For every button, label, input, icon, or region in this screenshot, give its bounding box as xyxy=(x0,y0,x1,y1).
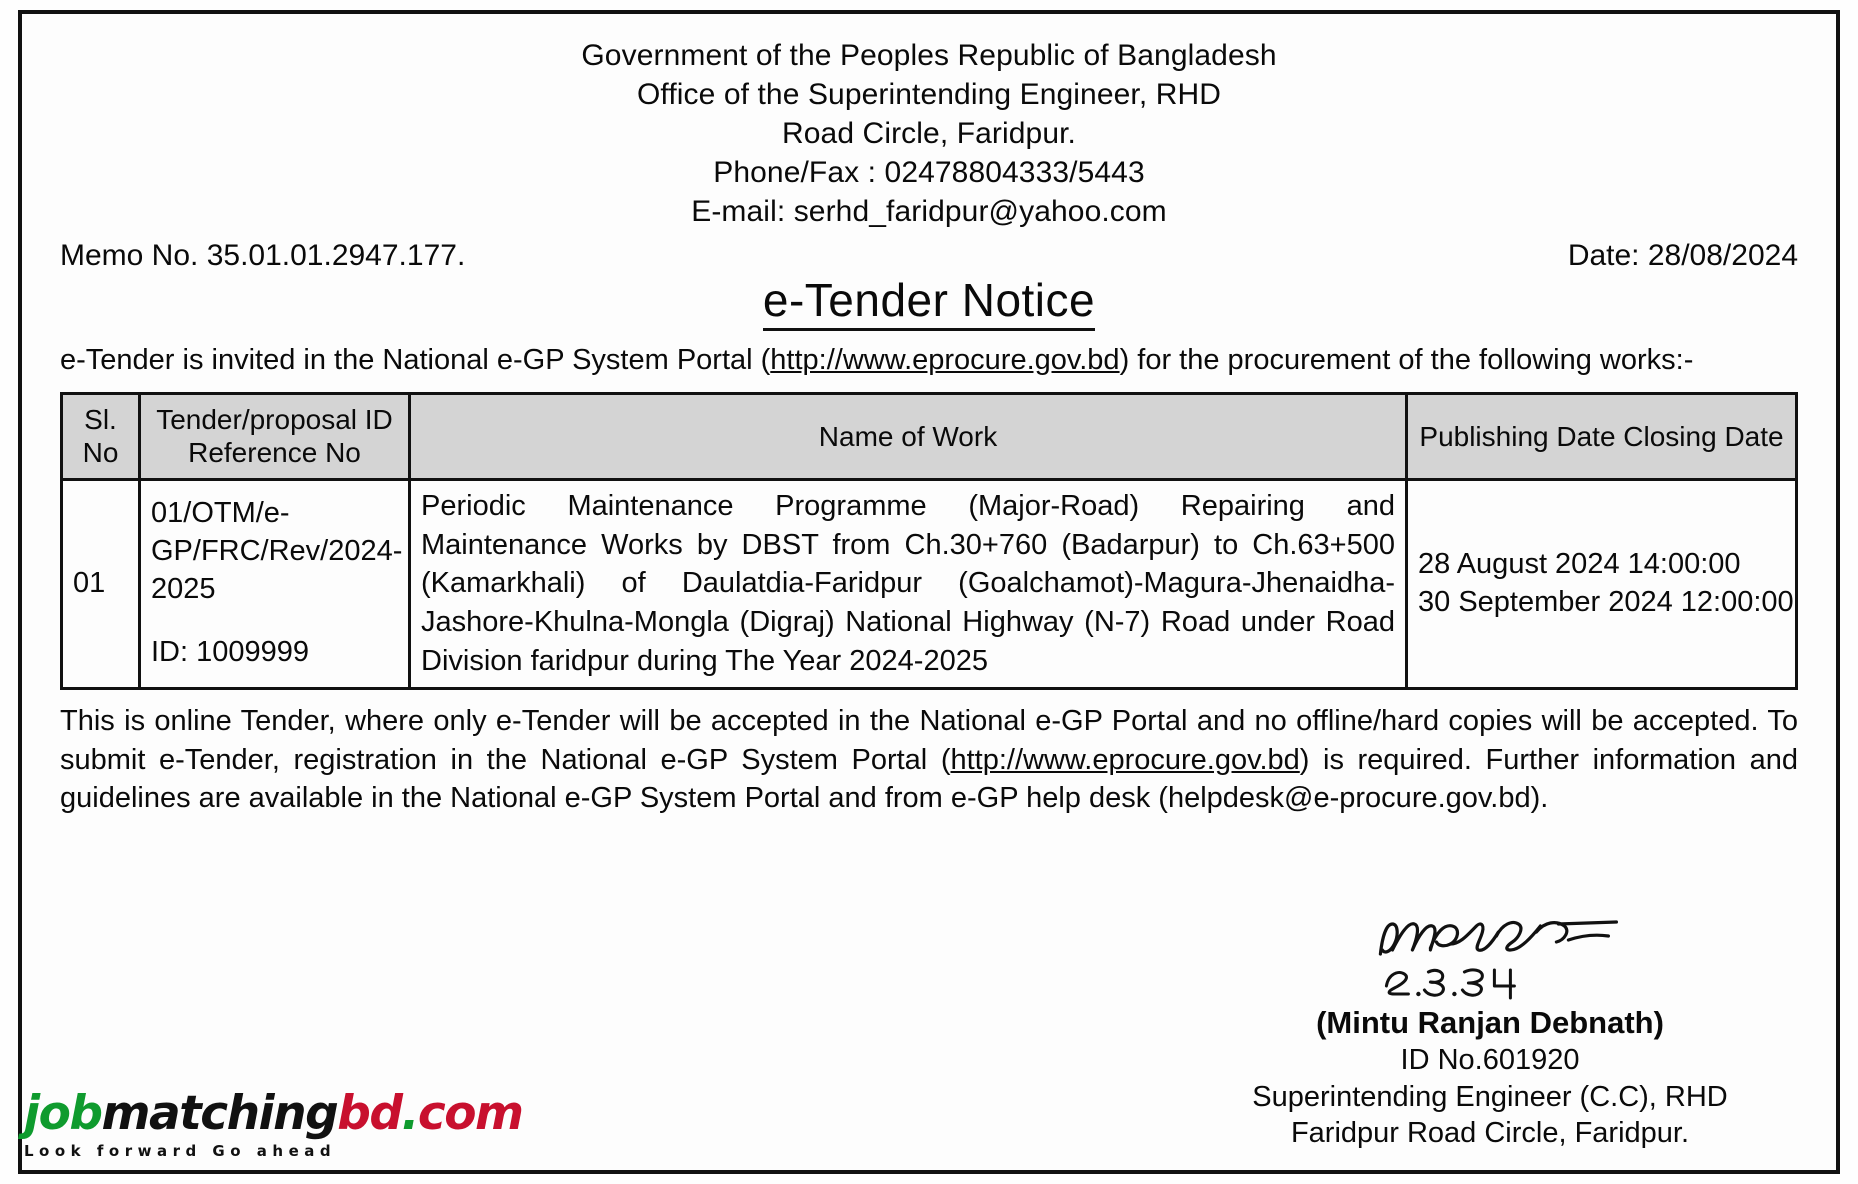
notes-paragraph xyxy=(60,702,1798,818)
site-logo-wordmark xyxy=(24,1086,523,1141)
intro-paragraph xyxy=(60,341,1798,380)
table-row xyxy=(62,479,1797,688)
cell-reference-no xyxy=(140,479,410,688)
logo-part-matching: matching xyxy=(101,1086,338,1141)
intro-text-before: e-Tender is invited in the National e-GP System Portal ( xyxy=(60,343,771,376)
logo-part-dot: . xyxy=(401,1086,418,1141)
column-header-dates: Publishing Date Closing Date xyxy=(1407,393,1797,479)
eprocure-portal-link[interactable]: http://www.eprocure.gov.bd xyxy=(770,343,1120,376)
column-header-sl-line2: No xyxy=(82,437,119,469)
signatory-id: ID No.601920 xyxy=(1400,1044,1580,1077)
tender-id-text: ID: 1009999 xyxy=(151,636,310,669)
signature-block xyxy=(1190,910,1790,1152)
notice-body xyxy=(22,14,1836,1170)
page-title: e-Tender Notice xyxy=(763,275,1095,331)
notes-text-part2: ) is required. Further information and guidelines are available in the National e-GP System Portal and from e-GP help desk (helpdesk@e-procure.gov.bd). xyxy=(60,743,1798,815)
logo-part-job: job xyxy=(24,1086,102,1141)
site-logo-tagline: Look forward Go ahead xyxy=(24,1142,337,1160)
logo-part-bd: bd xyxy=(337,1086,402,1141)
letterhead-email: E-mail: serhd_faridpur@yahoo.com xyxy=(691,195,1167,228)
signatory-office: Faridpur Road Circle, Faridpur. xyxy=(1290,1117,1690,1150)
column-header-reference-no xyxy=(140,393,410,479)
memo-row xyxy=(52,239,1806,281)
closing-date: 30 September 2024 12:00:00 xyxy=(1418,585,1794,618)
site-logo xyxy=(24,1086,523,1160)
cell-name-of-work: Periodic Maintenance Programme (Major-Road) Repairing and Maintenance Works by DBST from Ch.30+760 (Badarpur) to Ch.63+500 (Kamarkhali) of Daulatdia-Faridpur (Goalchamot)-Magura-Jhenaidha-Jashore-Khulna-Mongla (Digraj) National Highway (N-7) Road under Road Division faridpur during The Year 2024-2025 xyxy=(410,479,1407,688)
signatory-designation: Superintending Engineer (C.C), RHD xyxy=(1252,1080,1728,1113)
letterhead xyxy=(52,36,1806,231)
column-header-name-of-work: Name of Work xyxy=(410,393,1407,479)
letterhead-phone: Phone/Fax : 02478804333/5443 xyxy=(713,156,1145,189)
cell-dates xyxy=(1407,479,1797,688)
tender-table xyxy=(60,392,1798,690)
memo-number: Memo No. 35.01.01.2947.177. xyxy=(60,239,466,272)
reference-no-text: 01/OTM/e-GP/FRC/Rev/2024-2025 xyxy=(151,497,403,605)
table-header-row xyxy=(62,393,1797,479)
letterhead-line-2: Office of the Superintending Engineer, RHD xyxy=(637,78,1221,111)
intro-text-after: ) for the procurement of the following works:- xyxy=(1119,343,1694,376)
column-header-ref-line1: Tender/proposal ID xyxy=(156,404,393,436)
notes-text-part1: This is online Tender, where only e-Tender will be accepted in the National e-GP Portal and no offline/hard copies will be accepted. To submit e-Tender, registration in the National e-GP System Portal ( xyxy=(60,704,1798,776)
memo-date: Date: 28/08/2024 xyxy=(1567,239,1798,272)
cell-sl-no: 01 xyxy=(62,479,140,688)
column-header-sl-no xyxy=(62,393,140,479)
column-header-ref-line2: Reference No xyxy=(188,437,361,469)
page-title-wrap xyxy=(52,275,1806,331)
letterhead-line-1: Government of the Peoples Republic of Bangladesh xyxy=(581,39,1277,72)
column-header-sl-line1: Sl. xyxy=(84,404,117,436)
letterhead-line-3: Road Circle, Faridpur. xyxy=(782,117,1076,150)
logo-part-com: com xyxy=(417,1086,523,1141)
publishing-date: 28 August 2024 14:00:00 xyxy=(1418,548,1741,581)
notice-frame xyxy=(18,10,1840,1174)
notes-eprocure-link[interactable]: http://www.eprocure.gov.bd xyxy=(950,743,1300,776)
handwritten-signature xyxy=(1190,910,1790,1002)
signatory-name: (Mintu Ranjan Debnath) xyxy=(1316,1004,1664,1040)
